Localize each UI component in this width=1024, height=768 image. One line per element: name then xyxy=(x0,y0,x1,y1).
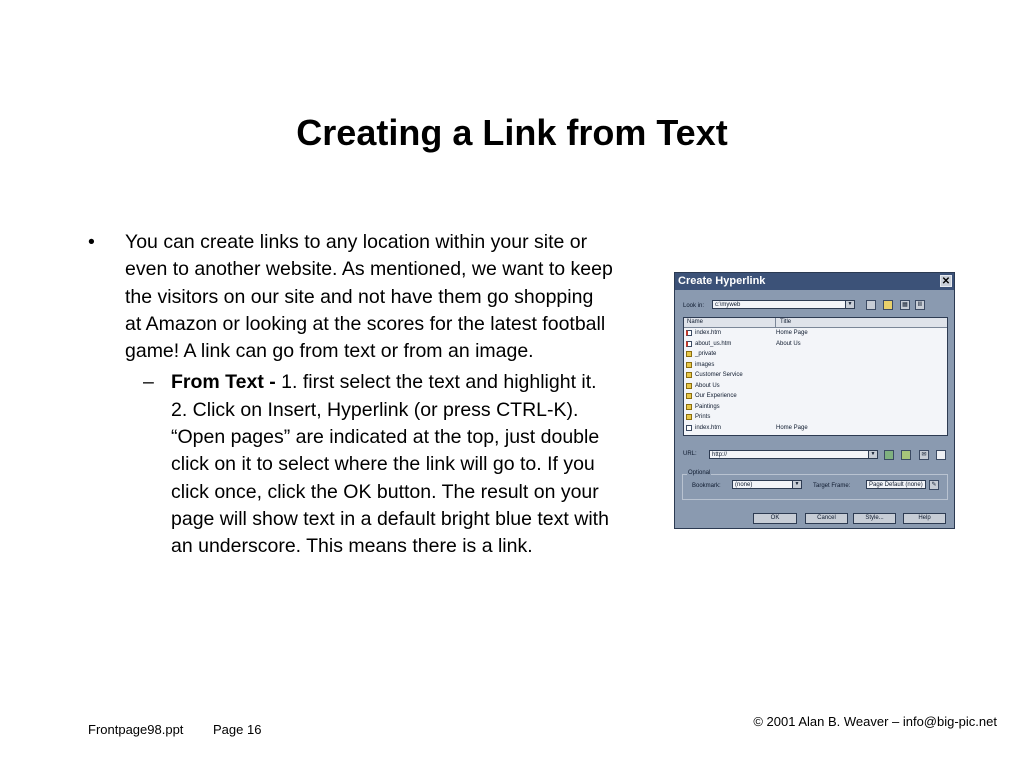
file-row[interactable] xyxy=(684,370,947,381)
file-name: Paintings xyxy=(695,403,720,410)
file-row[interactable] xyxy=(684,381,947,392)
file-title: Home Page xyxy=(776,424,808,431)
dialog-title: Create Hyperlink xyxy=(678,275,766,287)
optional-label: Optional xyxy=(688,470,711,476)
cancel-button[interactable]: Cancel xyxy=(805,513,848,524)
file-row[interactable] xyxy=(684,339,947,350)
folder-icon xyxy=(686,351,692,357)
file-name: Customer Service xyxy=(695,372,743,378)
sub-bullet-lead: From Text - xyxy=(171,371,276,394)
file-name: Our Experience xyxy=(695,393,737,399)
file-name: About Us xyxy=(695,382,720,389)
dash-mark: – xyxy=(143,371,154,394)
sub-bullet-text xyxy=(171,369,613,560)
file-row[interactable] xyxy=(684,423,947,434)
up-folder-icon[interactable] xyxy=(866,300,876,310)
target-frame-label: Target Frame: xyxy=(813,483,851,489)
file-title: Home Page xyxy=(776,330,808,336)
file-row[interactable] xyxy=(684,349,947,360)
new-folder-icon[interactable] xyxy=(883,300,893,310)
style-button[interactable]: Style... xyxy=(853,513,896,524)
folder-icon xyxy=(686,372,692,378)
page-icon xyxy=(686,341,692,347)
file-name: index.htm xyxy=(695,424,722,431)
file-row[interactable] xyxy=(684,391,947,402)
file-row[interactable] xyxy=(684,328,947,339)
file-list-header xyxy=(684,318,947,328)
file-name: about_us.htm xyxy=(695,340,732,347)
footer-filename: Frontpage98.ppt xyxy=(88,722,184,737)
footer-page-number: Page 16 xyxy=(213,722,262,737)
footer-copyright: © 2001 Alan B. Weaver – info@big-pic.net xyxy=(753,714,997,729)
sub-bullet-body: 1. first select the text and highlight it. 2. Click on Insert, Hyperlink (or press CTRL-K). “Open pages” are indicated at the top, just double click on it to select where the link will go to. If you click once, click the OK button. The result on your page will show text in a default bright blue text with an underscore. This means there is a link. xyxy=(171,371,609,558)
file-title: About Us xyxy=(776,340,801,347)
chevron-down-icon[interactable]: ▼ xyxy=(845,301,854,308)
bookmark-value: (none) xyxy=(735,482,753,488)
folder-icon xyxy=(686,383,692,389)
help-button[interactable]: Help xyxy=(903,513,946,524)
file-name: index.htm xyxy=(695,330,722,336)
look-in-select[interactable] xyxy=(712,300,855,309)
folder-icon xyxy=(686,414,692,420)
look-in-value: c:\myweb xyxy=(715,302,741,308)
file-list xyxy=(683,317,948,436)
file-browse-icon[interactable] xyxy=(901,450,911,460)
bullet-text: You can create links to any location within your site or even to another website. As mentioned, we want to keep the visitors on our site and not have them go shopping at Amazon or looking at the scores for the latest football game! A link can go from text or from an image. xyxy=(125,231,613,363)
bullet-item xyxy=(88,229,613,365)
chevron-down-icon[interactable]: ▼ xyxy=(792,481,801,488)
folder-icon xyxy=(686,362,692,368)
file-name: _private xyxy=(695,351,717,357)
column-title-header[interactable]: Title xyxy=(780,319,792,325)
file-name: Prints xyxy=(695,414,711,420)
ok-button[interactable]: OK xyxy=(753,513,797,524)
page-icon xyxy=(686,425,692,431)
bookmark-select[interactable] xyxy=(732,480,802,489)
folder-icon xyxy=(686,404,692,410)
url-value: http:// xyxy=(712,452,728,458)
details-view-icon[interactable]: Ⅲ xyxy=(915,300,925,310)
url-label: URL: xyxy=(683,451,697,457)
dialog-titlebar xyxy=(675,273,954,290)
bookmark-label: Bookmark: xyxy=(692,483,721,489)
folder-icon xyxy=(686,393,692,399)
url-input[interactable] xyxy=(709,450,878,459)
sub-bullet-item xyxy=(88,369,613,560)
page-icon xyxy=(686,330,692,336)
file-name: images xyxy=(695,361,715,368)
email-icon[interactable]: ✉ xyxy=(919,450,929,460)
file-row[interactable] xyxy=(684,360,947,371)
slide-body xyxy=(88,229,613,561)
look-in-label: Look in: xyxy=(683,303,705,309)
slide-title: Creating a Link from Text xyxy=(296,112,728,153)
file-row[interactable] xyxy=(684,402,947,413)
bullet-mark: • xyxy=(88,231,95,253)
close-icon[interactable]: ✕ xyxy=(941,276,951,287)
list-view-icon[interactable]: ▦ xyxy=(900,300,910,310)
pencil-icon[interactable]: ✎ xyxy=(929,480,939,490)
web-browse-icon[interactable] xyxy=(884,450,894,460)
new-page-icon[interactable] xyxy=(936,450,946,460)
target-frame-field[interactable] xyxy=(866,480,926,489)
column-name-header[interactable]: Name xyxy=(684,318,776,327)
create-hyperlink-dialog xyxy=(674,272,955,529)
chevron-down-icon[interactable]: ▼ xyxy=(868,451,877,458)
target-frame-value: Page Default (none) xyxy=(869,482,923,488)
file-row[interactable] xyxy=(684,412,947,423)
